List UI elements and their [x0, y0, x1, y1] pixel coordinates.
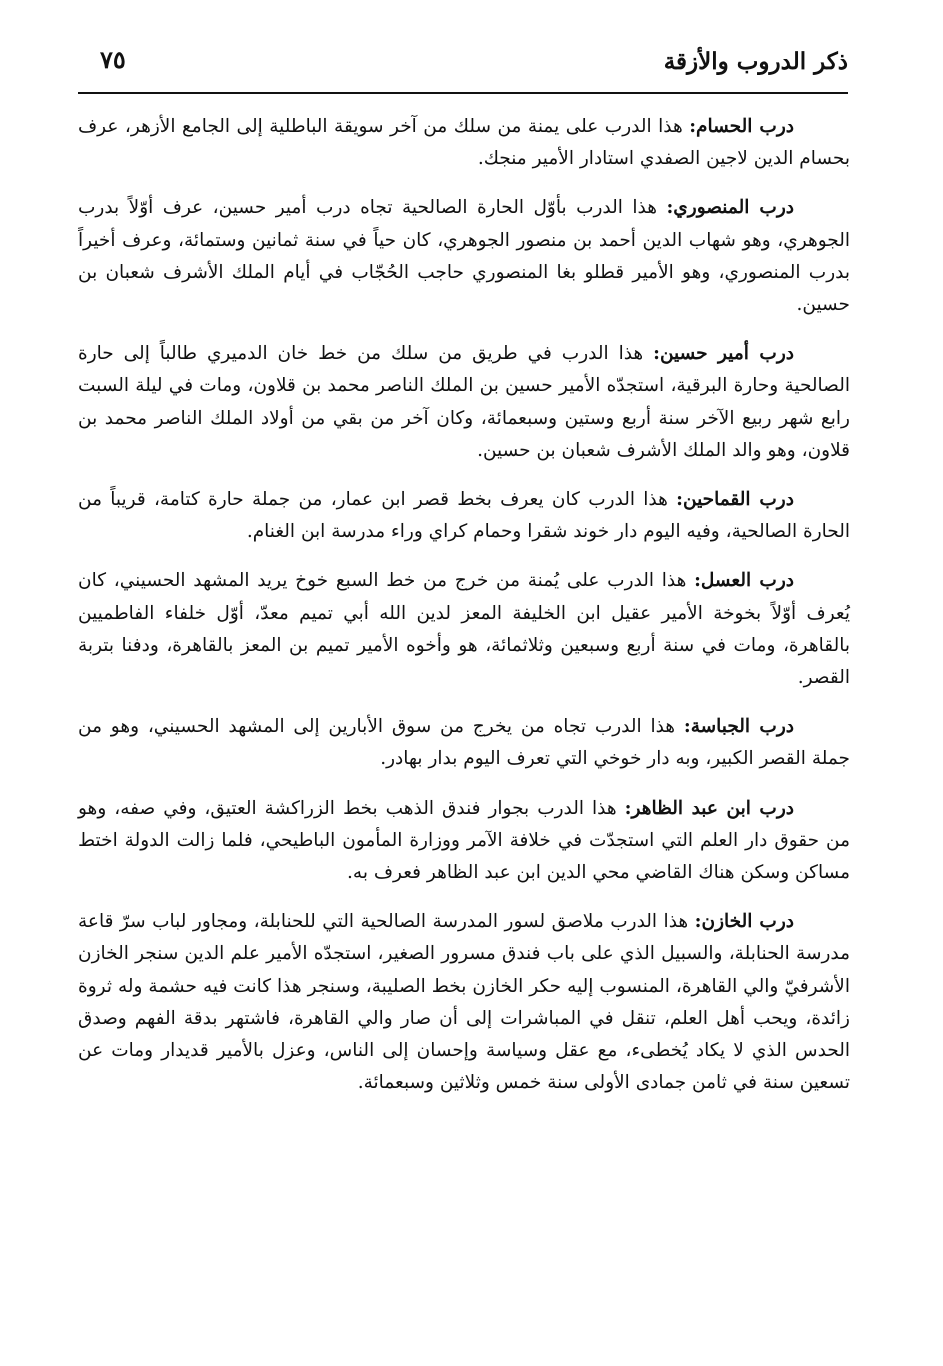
page-number: ٧٥ — [100, 45, 126, 74]
entry-darb-al-khazin — [78, 906, 850, 1099]
header-divider — [78, 92, 848, 94]
entry-darb-al-mansuri — [78, 192, 850, 321]
entry-term: درب الحسام: — [689, 116, 794, 137]
entry-term: درب العسل: — [694, 570, 795, 592]
entry-term: درب القماحين: — [676, 489, 794, 511]
entry-text: هذا الدرب في طريق من سلك من خط خان الدميري طالباً إلى حارة الصالحية وحارة البرقية، استجدّه الأمير حسين بن الملك الناصر محمد بن قلاون، ومات في ليلة السبت رابع شهر ربيع الآخر سنة أربع وستين وسبعمائة، وكان آخر من بقي من أولاد الملك الناصر محمد بن قلاون، وهو والد الملك الأشرف شعبان بن حسين. — [78, 343, 850, 461]
entry-text: هذا الدرب تجاه من يخرج من سوق الأبارين إلى المشهد الحسيني، وهو من جملة القصر الكبير، وبه دار خوخي التي تعرف اليوم بدار بهادر. — [78, 716, 850, 770]
entry-text: هذا الدرب على يمنة من سلك من آخر سويقة الباطلية إلى الجامع الأزهر، عرف بحسام الدين لاجين الصفدي استادار الأمير منجك. — [78, 116, 850, 170]
entry-darb-al-husam — [78, 111, 850, 175]
entry-term: درب المنصوري: — [666, 197, 794, 219]
entry-text: هذا الدرب على يُمنة من خرج من خط السبع خوخ يريد المشهد الحسيني، كان يُعرف أوّلاً بخوخة الأمير عقيل ابن الخليفة المعز لدين الله أبي تميم معدّ، أوّل خلفاء الفاطميين بالقاهرة، ومات في سنة أربع وسبعين وثلاثمائة، هو وأخوه الأمير تميم بن المعز بالقاهرة، ودفنا بتربة القصر. — [78, 570, 850, 689]
entry-term: درب ابن عبد الظاهر: — [624, 797, 795, 819]
entry-text: هذا الدرب بأوّل الحارة الصالحية تجاه درب أمير حسين، عرف أوّلاً بدرب الجوهري، وهو شهاب الدين أحمد بن منصور الجوهري، كان حياً في سنة ثمانين وستمائة، وعرف أخيراً بدرب المنصوري، وهو الأمير قطلو بغا المنصوري حاجب الحُجّاب في أيام الملك الأشرف شعبان بن حسين. — [78, 197, 850, 316]
entry-darb-al-jibasa — [78, 711, 850, 775]
running-title: ذكر الدروب والأزقة — [663, 48, 848, 75]
entry-darb-amir-husayn — [78, 338, 850, 467]
entry-term: درب الجباسة: — [683, 716, 794, 738]
entry-darb-al-asal — [78, 565, 850, 694]
entry-text: هذا الدرب كان يعرف بخط قصر ابن عمار، من جملة حارة كتامة، قريباً من الحارة الصالحية، وفيه اليوم دار خوند شقرا وحمام كراي وراء مدرسة ابن الغنام. — [78, 489, 850, 543]
entry-term: درب أمير حسين: — [653, 343, 794, 365]
page-header — [78, 40, 848, 96]
entry-darb-al-qammahin — [78, 484, 850, 548]
page-body — [78, 111, 850, 1116]
entry-text: هذا الدرب بجوار فندق الذهب بخط الزراكشة العتيق، وفي صفه، وهو من حقوق دار العلم التي استجدّت في خلافة الآمر ووزارة المأمون الباطيحي، فلما زالت الدولة اختط مساكن وسكن هناك القاضي محي الدين ابن عبد الظاهر فعرف به. — [78, 797, 850, 884]
entry-text: هذا الدرب ملاصق لسور المدرسة الصالحية التي للحنابلة، ومجاور لباب سرّ قاعة مدرسة الحنابلة، والسبيل الذي على باب فندق مسرور الصغير، استجدّه الأمير علم الدين سنجر الخازن الأشرفيّ والي القاهرة، المنسوب إليه حكر الخازن بخط الصليبة، وسنجر هذا كانت فيه حشمة وله ثروة زائدة، ويحب أهل العلم، تنقل في المباشرات إلى أن صار والي القاهرة، فاشتهر بدقة الفهم وصدق الحدس الذي لا يكاد يُخطىء، مع عقل وسياسة وإحسان إلى الناس، وعزل بالأمير قديدار ومات عن تسعين سنة في ثامن جمادى الأولى سنة خمس وثلاثين وسبعمائة. — [78, 911, 850, 1094]
entry-darb-ibn-abd-al-zahir — [78, 793, 850, 890]
entry-term: درب الخازن: — [694, 911, 794, 933]
